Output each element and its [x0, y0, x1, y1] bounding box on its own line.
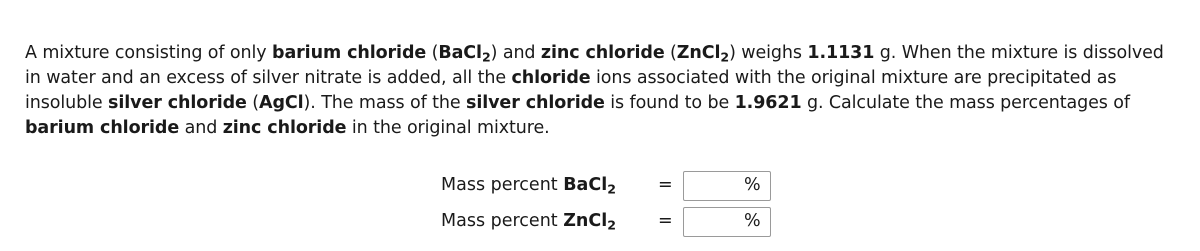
percent-unit-label: % — [744, 211, 761, 231]
barium-chloride-formula: BaCl$_2$ — [438, 43, 491, 65]
question-text-segment: in the original mixture. — [346, 118, 550, 138]
zinc-chloride-term: zinc chloride — [540, 43, 665, 63]
silver-chloride-formula: AgCl — [259, 93, 304, 113]
question-text-segment: A mixture consisting of only — [25, 43, 273, 63]
chloride-term: chloride — [511, 68, 591, 88]
answer-row-bacl2 — [441, 170, 781, 206]
barium-chloride-term: barium chloride — [25, 118, 180, 138]
answer-row-zncl2 — [441, 206, 781, 242]
zinc-chloride-formula: ZnCl$_2$ — [676, 43, 730, 65]
question-text-segment: ( — [246, 93, 260, 113]
silver-chloride-mass-value: 1.9621 — [734, 93, 802, 113]
equals-sign: = — [658, 175, 673, 195]
question-text-segment: and — [179, 118, 223, 138]
silver-chloride-term: silver chloride — [108, 93, 247, 113]
question-text-segment: g. Calculate the mass percentages of — [801, 93, 1130, 113]
barium-chloride-term: barium chloride — [272, 43, 427, 63]
question-text-segment: ) and — [490, 43, 541, 63]
question-text — [25, 41, 1185, 141]
question-text-segment: ). The mass of the — [303, 93, 466, 113]
silver-chloride-term: silver chloride — [466, 93, 605, 113]
question-text-segment: g. When the mixture is dissolved in water and an excess of silver nitrate is added, all the — [25, 43, 1164, 88]
question-text-segment: ions associated with the original mixture are precipitated as insoluble — [25, 68, 1117, 113]
answer-label-bacl2: Mass percent BaCl$_2$ — [441, 175, 616, 197]
answer-label-zncl2: Mass percent ZnCl$_2$ — [441, 211, 616, 233]
percent-unit-label: % — [744, 175, 761, 195]
answer-form — [441, 170, 781, 242]
question-text-segment: ) weighs — [729, 43, 808, 63]
question-text-segment: ( — [426, 43, 439, 63]
zinc-chloride-term: zinc chloride — [222, 118, 347, 138]
equals-sign: = — [658, 211, 673, 231]
mixture-mass-value: 1.1131 — [807, 43, 875, 63]
question-text-segment: is found to be — [604, 93, 735, 113]
question-text-segment: ( — [664, 43, 677, 63]
